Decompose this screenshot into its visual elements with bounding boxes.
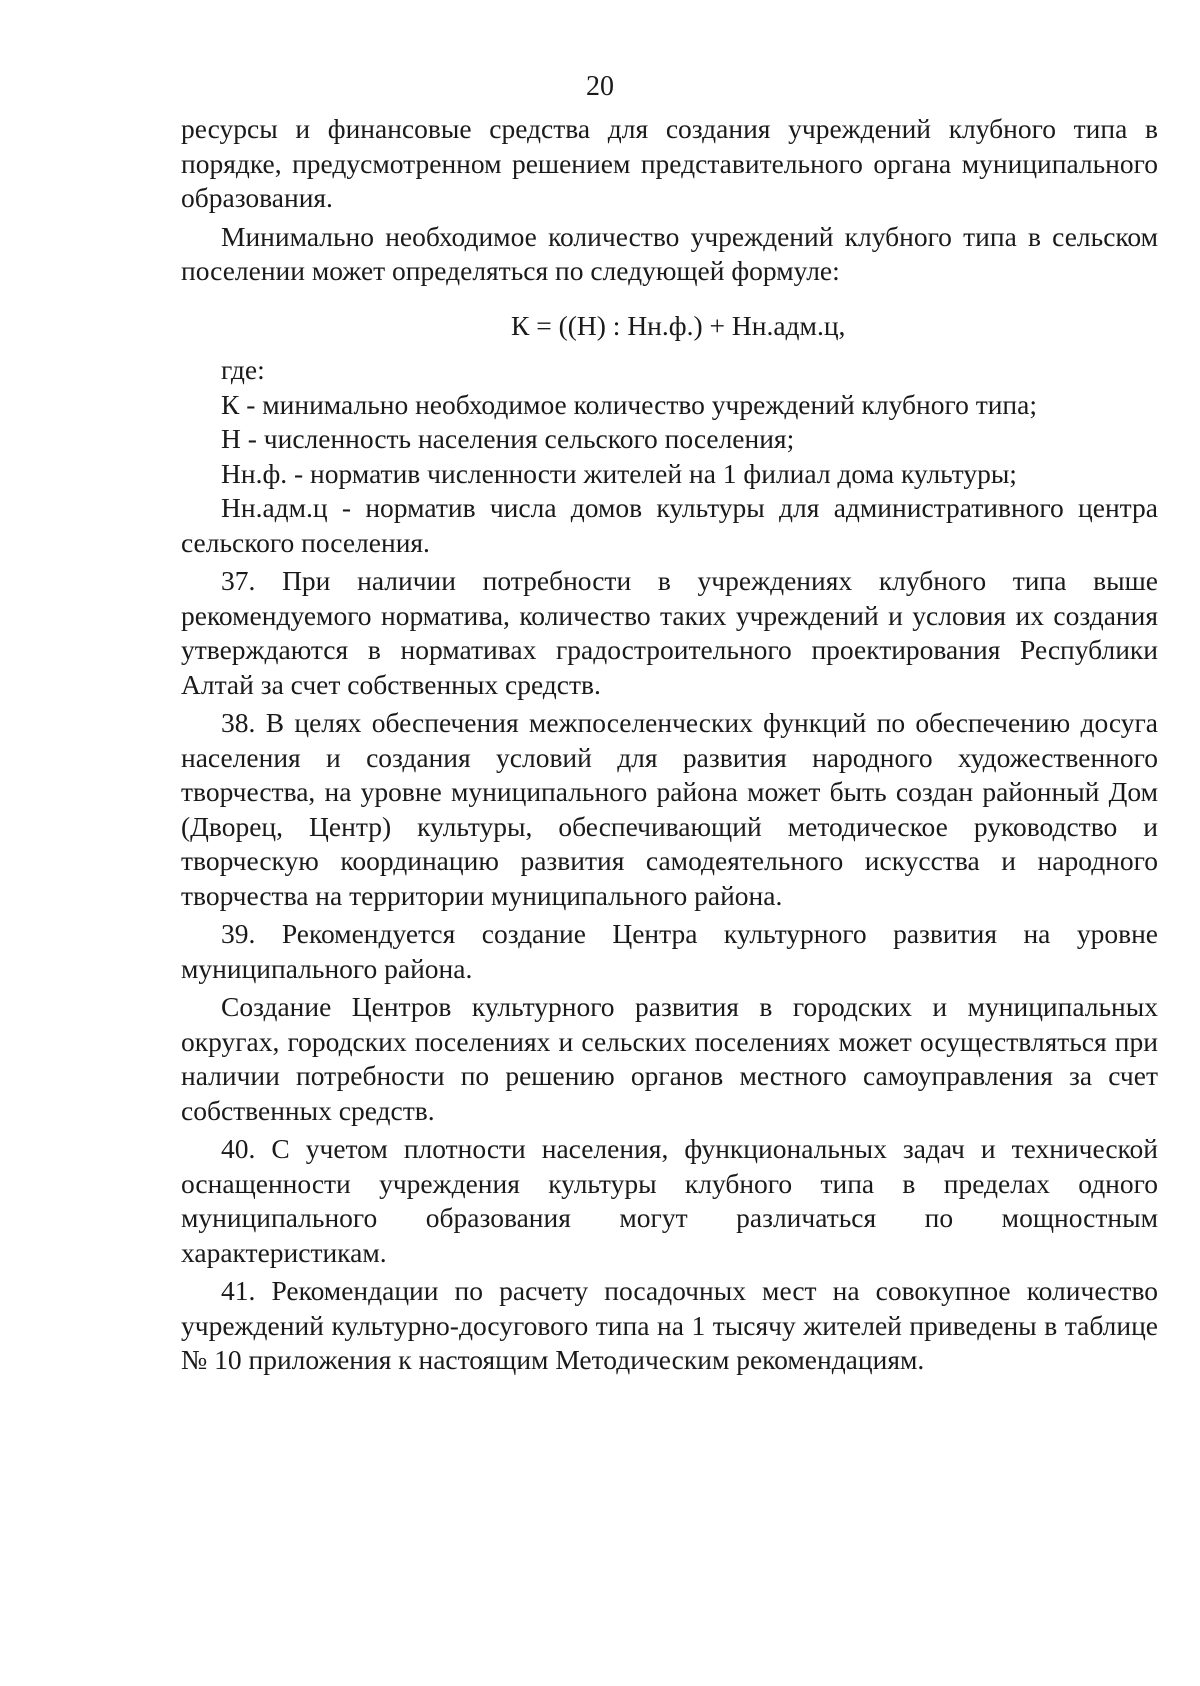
definition-nnf: Нн.ф. - норматив численности жителей на 1 филиал дома культуры; bbox=[221, 457, 1017, 489]
paragraph-continuation: ресурсы и финансовые средства для создания учреждений клубного типа в порядке, предусмотренном решением представительного органа муниципального образования. bbox=[181, 113, 1158, 213]
paragraph-39-continued: Создание Центров культурного развития в городских и муниципальных округах, городских поселениях и сельских поселениях может осуществляться при наличии потребности по решению органов местного самоуправления за счет собственных средств. bbox=[181, 991, 1158, 1126]
paragraph-37: 37. При наличии потребности в учреждениях клубного типа выше рекомендуемого норматива, количество таких учреждений и условия их создания утверждаются в нормативах градостроительного проектирования Республики Алтай за счет собственных средств. bbox=[181, 565, 1158, 700]
paragraph-40: 40. С учетом плотности населения, функциональных задач и технической оснащенности учреждения культуры клубного типа в пределах одного муниципального образования могут различаться по мощностным характеристикам. bbox=[181, 1133, 1158, 1268]
definition-nnadm: Нн.адм.ц - норматив числа домов культуры для административного центра сельского поселения. bbox=[181, 492, 1158, 558]
paragraph-38: 38. В целях обеспечения межпоселенческих функций по обеспечению досуга населения и создания условий для развития народного художественного творчества, на уровне муниципального района может быть создан районный Дом (Дворец, Центр) культуры, обеспечивающий методическое руководство и творческую координацию развития самодеятельного искусства и народного творчества на территории муниципального района. bbox=[181, 707, 1158, 911]
definition-n: Н - численность населения сельского поселения; bbox=[221, 423, 795, 454]
definition-k: К - минимально необходимое количество учреждений клубного типа; bbox=[221, 388, 1037, 420]
paragraph-formula-intro: Минимально необходимое количество учреждений клубного типа в сельском поселении может определяться по следующей формуле: bbox=[181, 220, 1158, 286]
page-number: 20 bbox=[586, 71, 614, 102]
formula: К = ((Н) : Нн.ф.) + Нн.адм.ц, bbox=[511, 309, 846, 341]
paragraph-39: 39. Рекомендуется создание Центра культурного развития на уровне муниципального района. bbox=[181, 918, 1158, 984]
paragraph-41: 41. Рекомендации по расчету посадочных мест на совокупное количество учреждений культурно-досугового типа на 1 тысячу жителей приведены в таблице № 10 приложения к настоящим Методическим рекомендациям. bbox=[181, 1275, 1158, 1375]
where-label: где: bbox=[221, 354, 265, 385]
document-body bbox=[181, 112, 1158, 1378]
